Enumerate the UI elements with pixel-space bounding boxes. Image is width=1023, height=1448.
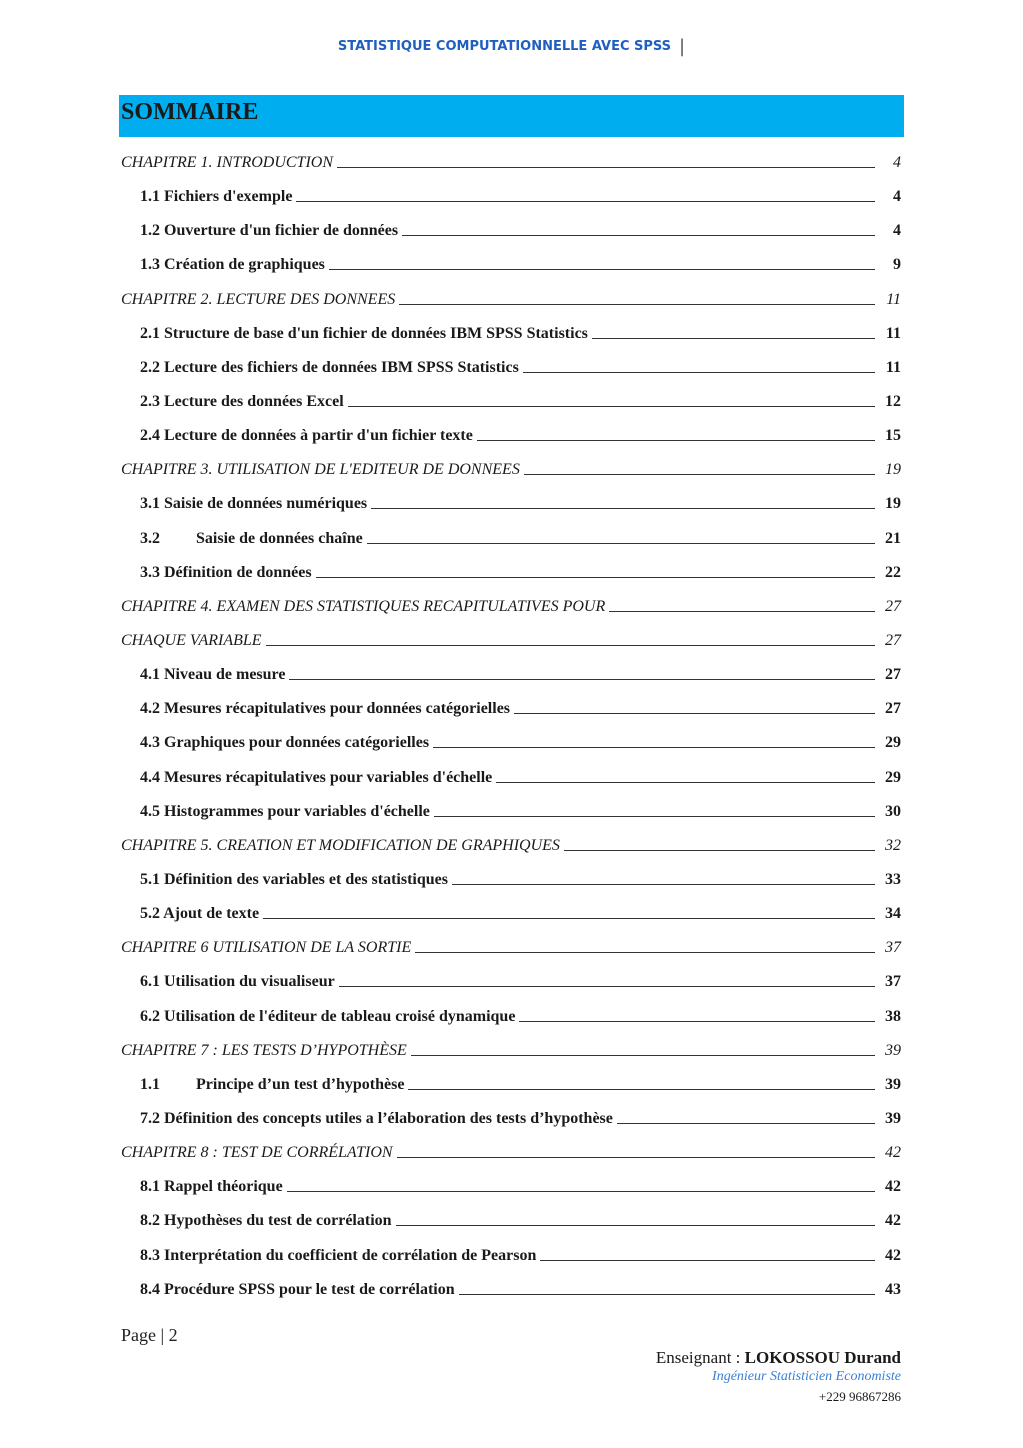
toc-leader-line [296, 201, 875, 202]
toc-page-number: 34 [885, 905, 901, 923]
toc-page-number: 4 [893, 188, 901, 206]
toc-page-number: 19 [885, 495, 901, 513]
toc-page-number: 32 [885, 836, 901, 854]
toc-entry-text: 2.2 Lecture des fichiers de données IBM SPSS Statistics [140, 358, 519, 376]
toc-page-number: 11 [886, 290, 901, 308]
toc-leader-line [524, 474, 875, 475]
toc-entry-text: 4.1 Niveau de mesure [140, 666, 286, 684]
toc-chapter-entry[interactable] [121, 146, 901, 180]
toc-page-number: 27 [885, 666, 901, 684]
toc-entry-text: 4.2 Mesures récapitulatives pour données catégorielles [140, 700, 511, 718]
toc-leader-line [337, 167, 875, 168]
toc-page-number: 4 [893, 154, 901, 172]
toc-chapter-entry[interactable] [121, 590, 901, 624]
toc-page-number: 29 [885, 734, 901, 752]
toc-section-entry[interactable] [121, 317, 901, 351]
toc-section-entry[interactable] [121, 1239, 901, 1273]
teacher-line [656, 1348, 901, 1368]
toc-section-entry[interactable] [121, 351, 901, 385]
toc-entry-label: Saisie de données chaîne [196, 529, 363, 547]
toc-chapter-entry[interactable] [121, 829, 901, 863]
toc-entry-text: 6.2 Utilisation de l'éditeur de tableau croisé dynamique [140, 1007, 516, 1025]
toc-chapter-entry[interactable] [121, 624, 901, 658]
toc-entry-text: CHAPITRE 3. UTILISATION DE L'EDITEUR DE DONNEES [121, 461, 520, 479]
toc-leader-line [514, 713, 875, 714]
toc-page-number: 12 [885, 393, 901, 411]
toc-leader-line [339, 986, 875, 987]
toc-leader-line [402, 235, 875, 236]
toc-entry-text: 5.1 Définition des variables et des statistiques [140, 871, 448, 889]
toc-page-number: 27 [885, 597, 901, 615]
toc-section-entry[interactable] [121, 897, 901, 931]
toc-section-entry[interactable] [121, 658, 901, 692]
toc-chapter-entry[interactable] [121, 283, 901, 317]
toc-entry-text: 7.2 Définition des concepts utiles a l’élaboration des tests d’hypothèse [140, 1110, 613, 1127]
toc-leader-line [477, 440, 875, 441]
toc-entry-text: 8.2 Hypothèses du test de corrélation [140, 1212, 392, 1230]
sommaire-title: SOMMAIRE [121, 99, 259, 125]
toc-entry-text: 8.4 Procédure SPSS pour le test de corrélation [140, 1280, 455, 1298]
toc-entry-text: CHAPITRE 7 : LES TESTS D’HYPOTHÈSE [121, 1041, 407, 1059]
toc-leader-line [452, 884, 875, 885]
table-of-contents [121, 146, 901, 1307]
toc-page-number: 4 [893, 222, 901, 240]
toc-page-number: 29 [885, 768, 901, 786]
toc-entry-text: 8.3 Interprétation du coefficient de corrélation de Pearson [140, 1246, 537, 1264]
toc-section-entry[interactable] [121, 863, 901, 897]
toc-leader-line [523, 372, 875, 373]
page-number: Page | 2 [121, 1325, 178, 1345]
toc-chapter-entry[interactable] [121, 453, 901, 487]
toc-entry-text [140, 530, 367, 548]
toc-page-number: 42 [885, 1246, 901, 1264]
toc-entry-text: 4.4 Mesures récapitulatives pour variables d'échelle [140, 768, 493, 786]
toc-leader-line [434, 816, 875, 817]
toc-leader-line [266, 645, 875, 646]
toc-leader-line [371, 508, 875, 509]
toc-leader-line [411, 1055, 875, 1056]
toc-leader-line [348, 406, 875, 407]
toc-section-entry[interactable] [121, 761, 901, 795]
running-header [0, 36, 1023, 57]
toc-page-number: 37 [885, 973, 901, 991]
teacher-prefix: Enseignant : [655, 1348, 745, 1367]
toc-page-number: 9 [893, 256, 901, 274]
toc-section-entry[interactable] [121, 385, 901, 419]
toc-entry-text: 5.2 Ajout de texte [140, 905, 260, 923]
toc-entry-text: 6.1 Utilisation du visualiseur [140, 973, 335, 991]
toc-entry-text: 1.2 Ouverture d'un fichier de données [140, 222, 399, 240]
toc-entry-text: CHAPITRE 8 : TEST DE CORRÉLATION [121, 1144, 393, 1162]
document-title: STATISTIQUE COMPUTATIONNELLE AVEC SPSS [337, 39, 672, 54]
toc-page-number: 21 [885, 529, 901, 547]
teacher-phone: +229 96867286 [818, 1389, 901, 1404]
toc-leader-line [540, 1260, 875, 1261]
toc-chapter-entry[interactable] [121, 1136, 901, 1170]
toc-entry-number: 1.1 [140, 1075, 160, 1093]
toc-section-entry[interactable] [121, 1170, 901, 1204]
toc-leader-line [617, 1123, 875, 1124]
toc-leader-line [397, 1157, 875, 1158]
toc-entry-text: 2.4 Lecture de données à partir d'un fichier texte [140, 427, 473, 445]
toc-page-number: 11 [885, 358, 901, 376]
toc-section-entry[interactable] [121, 180, 901, 214]
toc-section-entry[interactable] [121, 487, 901, 521]
toc-entry-text: 8.1 Rappel théorique [140, 1178, 283, 1196]
toc-page-number: 39 [885, 1041, 901, 1059]
toc-leader-line [289, 679, 875, 680]
toc-leader-line [592, 338, 875, 339]
toc-page-number: 39 [885, 1075, 901, 1093]
toc-entry-text: 3.3 Définition de données [140, 563, 312, 581]
toc-entry-text: 2.1 Structure de base d'un fichier de données IBM SPSS Statistics [140, 324, 588, 342]
toc-page-number: 19 [885, 461, 901, 479]
toc-section-entry[interactable] [121, 1000, 901, 1034]
toc-section-entry[interactable] [121, 419, 901, 453]
teacher-role: Ingénieur Statisticien Economiste [712, 1369, 901, 1384]
toc-leader-line [396, 1225, 875, 1226]
toc-page-number: 37 [885, 939, 901, 957]
toc-page-number: 42 [885, 1178, 901, 1196]
toc-entry-text: 1.3 Création de graphiques [140, 256, 325, 274]
toc-entry-text [140, 1076, 408, 1094]
toc-leader-line [367, 543, 875, 544]
toc-page-number: 38 [885, 1007, 901, 1025]
toc-entry-number: 3.2 [140, 529, 160, 547]
toc-page-number: 33 [885, 871, 901, 889]
toc-entry-text: CHAPITRE 4. EXAMEN DES STATISTIQUES RECAPITULATIVES POUR [121, 597, 606, 615]
toc-leader-line [496, 782, 875, 783]
toc-section-entry[interactable] [121, 795, 901, 829]
toc-leader-line [329, 269, 875, 270]
toc-leader-line [459, 1294, 875, 1295]
toc-section-entry[interactable] [121, 726, 901, 760]
toc-entry-text: 3.1 Saisie de données numériques [140, 495, 368, 513]
toc-leader-line [316, 577, 875, 578]
toc-entry-text: CHAPITRE 2. LECTURE DES DONNEES [121, 290, 396, 308]
toc-page-number: 27 [885, 700, 901, 718]
toc-section-entry[interactable] [121, 1102, 901, 1136]
sommaire-banner [119, 95, 904, 137]
toc-section-entry[interactable] [121, 556, 901, 590]
toc-leader-line [433, 747, 875, 748]
toc-page-number: 42 [885, 1144, 901, 1162]
toc-page-number: 15 [885, 427, 901, 445]
toc-leader-line [287, 1191, 875, 1192]
toc-leader-line [263, 918, 875, 919]
toc-section-entry[interactable] [121, 214, 901, 248]
toc-entry-text: 2.3 Lecture des données Excel [140, 393, 344, 411]
toc-page-number: 11 [885, 324, 901, 342]
toc-section-entry[interactable] [121, 522, 901, 556]
toc-leader-line [609, 611, 875, 612]
toc-page-number: 27 [885, 632, 901, 650]
toc-leader-line [564, 850, 875, 851]
toc-leader-line [408, 1089, 875, 1090]
toc-entry-text: CHAPITRE 6 UTILISATION DE LA SORTIE [121, 939, 412, 957]
toc-leader-line [519, 1021, 875, 1022]
toc-section-entry[interactable] [121, 248, 901, 282]
toc-section-entry[interactable] [121, 1273, 901, 1307]
header-separator: | [679, 36, 686, 57]
toc-leader-line [415, 952, 875, 953]
toc-page-number: 42 [885, 1212, 901, 1230]
toc-section-entry[interactable] [121, 1204, 901, 1238]
toc-page-number: 30 [885, 802, 901, 820]
toc-page-number: 39 [885, 1110, 901, 1127]
toc-entry-text: CHAPITRE 1. INTRODUCTION [121, 154, 334, 172]
toc-section-entry[interactable] [121, 1068, 901, 1102]
toc-entry-text: 4.3 Graphiques pour données catégorielles [140, 734, 430, 752]
toc-entry-text: CHAQUE VARIABLE [121, 632, 262, 650]
toc-entry-label: Principe d’un test d’hypothèse [196, 1075, 405, 1093]
toc-entry-text: CHAPITRE 5. CREATION ET MODIFICATION DE GRAPHIQUES [121, 836, 560, 854]
toc-chapter-entry[interactable] [121, 931, 901, 965]
toc-section-entry[interactable] [121, 692, 901, 726]
toc-entry-text: 4.5 Histogrammes pour variables d'échelle [140, 802, 430, 820]
toc-page-number: 43 [885, 1280, 901, 1298]
toc-section-entry[interactable] [121, 965, 901, 999]
toc-chapter-entry[interactable] [121, 1034, 901, 1068]
toc-page-number: 22 [885, 563, 901, 581]
teacher-name: LOKOSSOU Durand [744, 1348, 901, 1367]
toc-leader-line [399, 304, 875, 305]
toc-entry-text: 1.1 Fichiers d'exemple [140, 188, 293, 206]
